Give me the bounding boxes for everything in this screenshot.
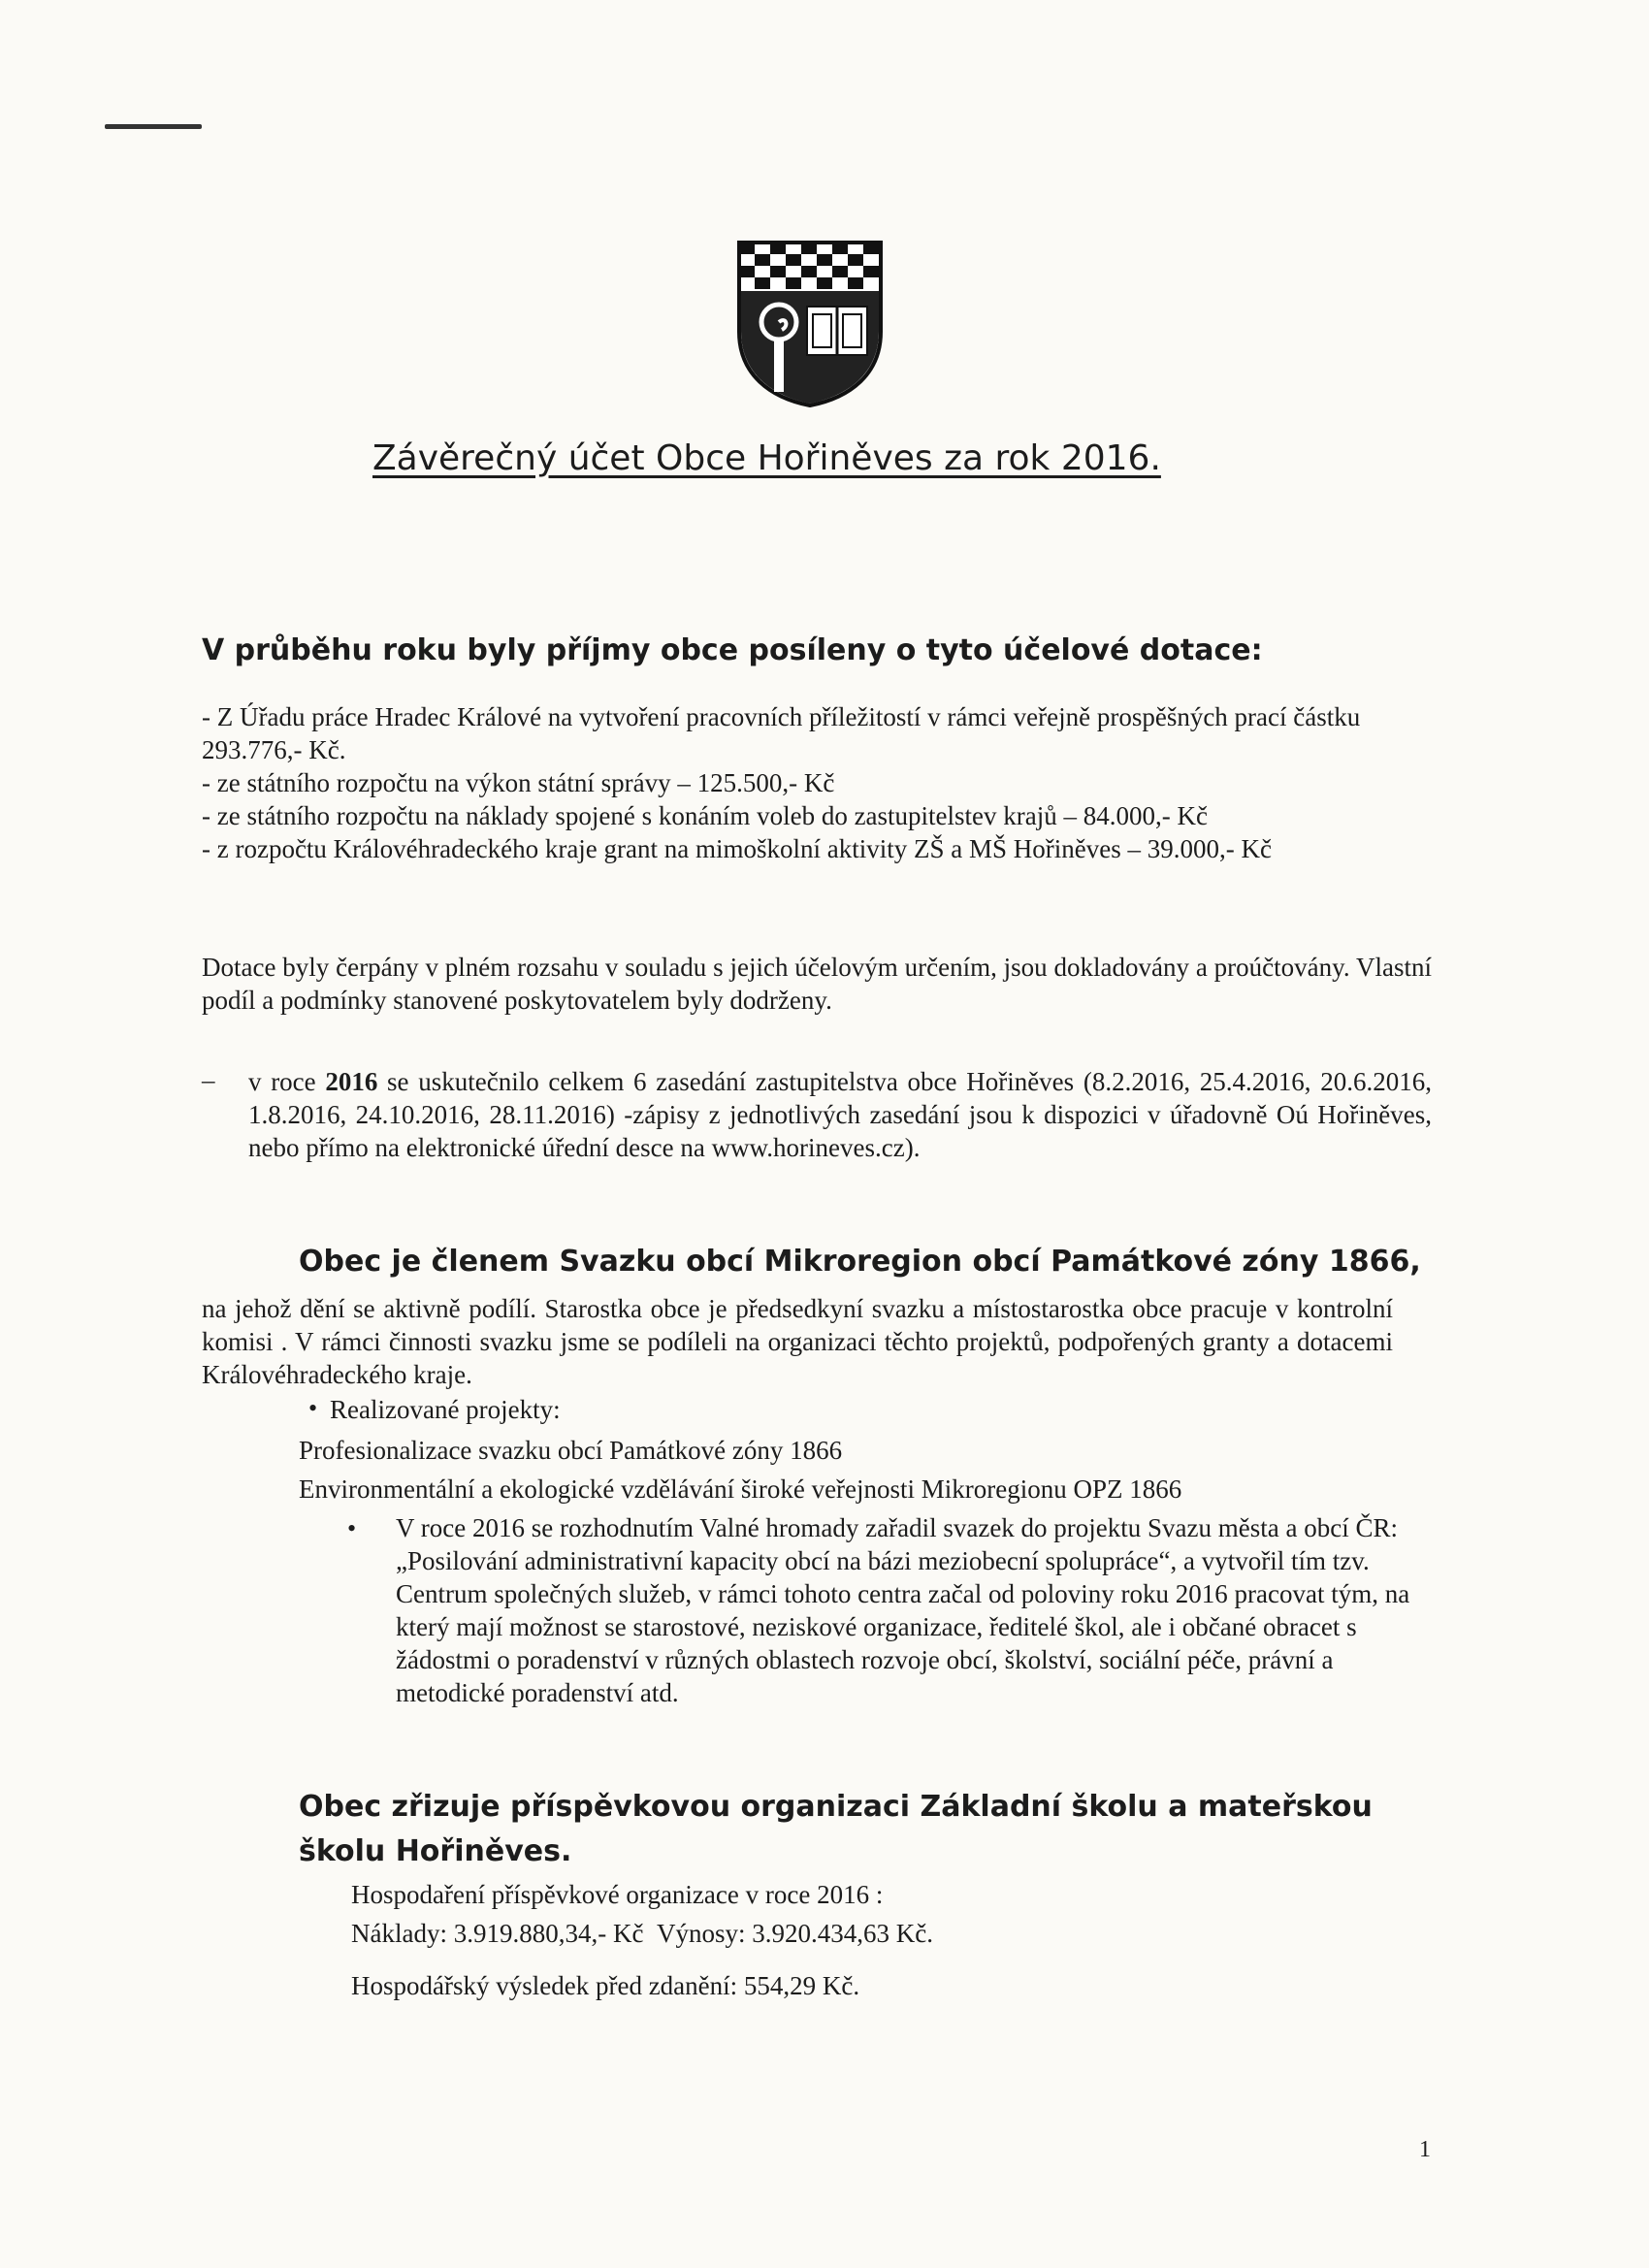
subsidy-item: - ze státního rozpočtu na výkon státní správy – 125.500,- Kč <box>202 768 835 797</box>
subsidy-item: - ze státního rozpočtu na náklady spojené s konáním voleb do zastupitelstev krajů – 84.000,- Kč <box>202 801 1208 830</box>
school-finance-intro: Hospodaření příspěvkové organizace v roce 2016 : <box>351 1880 884 1909</box>
microregion-paragraph: na jehož dění se aktivně podílí. Starostka obce je předsedkyní svazku a místostarostka obce pracuje v kontrolní komisi . V rámci činnosti svazku jsme se podíleli na organizaci těchto projektů, podpořených granty a dotacemi Královéhradeckého kraje. <box>202 1294 1393 1389</box>
csc-project-paragraph: V roce 2016 se rozhodnutím Valné hromady zařadil svazek do projektu Svazu města a obcí ČR: „Posilování administrativní kapacity obcí na bázi meziobecní spolupráce“, a vytvořil tím tzv. Centrum společných služeb, v rámci tohoto centra začal od poloviny roku 2016 pracovat tým, na který mají možnost se starostové, neziskové organizace, ředitelé škol, ale i občané obracet s žádostmi o poradenství v různých oblastech rozvoje obcí, školství, sociální péče, právní a metodické poradenství atd. <box>396 1513 1410 1707</box>
bullet-mark: • <box>347 1514 357 1542</box>
meetings-dash: – <box>202 1065 215 1094</box>
school-result: Hospodářský výsledek před zdanění: 554,29 Kč. <box>351 1971 860 2000</box>
document-title: Závěrečný účet Obce Hořiněves za rok 2016. <box>372 438 1161 478</box>
subsidies-summary: Dotace byly čerpány v plném rozsahu v souladu s jejich účelovým určením, jsou dokladovány a proúčtovány. Vlastní podíl a podmínky stanovené poskytovatelem byly dodrženy. <box>202 953 1432 1015</box>
school-revenues: Výnosy: 3.920.434,63 Kč. <box>656 1919 933 1948</box>
coat-of-arms-emblem <box>735 239 885 407</box>
meetings-prefix: v roce <box>248 1067 326 1096</box>
projects-label: Realizované projekty: <box>330 1395 561 1424</box>
school-costs: Náklady: 3.919.880,34,- Kč <box>351 1919 644 1948</box>
school-heading: Obec zřizuje příspěvkovou organizaci Základní školu a mateřskou školu Hořiněves. <box>299 1790 1373 1868</box>
bullet-mark: • <box>308 1394 318 1422</box>
school-finance-values <box>351 1917 933 1950</box>
subsidy-item: - Z Úřadu práce Hradec Králové na vytvoření pracovních příležitostí v rámci veřejně prospěšných prací částku 293.776,- Kč. <box>202 702 1361 764</box>
subsidies-heading: V průběhu roku byly příjmy obce posíleny o tyto účelové dotace: <box>202 633 1263 667</box>
meetings-year: 2016 <box>325 1067 378 1096</box>
scan-mark <box>105 124 202 129</box>
microregion-heading: Obec je členem Svazku obcí Mikroregion obcí Památkové zóny 1866, <box>299 1245 1421 1279</box>
subsidies-list <box>202 700 1432 865</box>
meetings-paragraph <box>248 1065 1432 1164</box>
page-number: 1 <box>1419 2137 1431 2162</box>
subsidy-item: - z rozpočtu Královéhradeckého kraje grant na mimoškolní aktivity ZŠ a MŠ Hořiněves – 39.000,- Kč <box>202 834 1272 863</box>
meetings-text: se uskutečnilo celkem 6 zasedání zastupitelstva obce Hořiněves (8.2.2016, 25.4.2016, 20.6.2016, 1.8.2016, 24.10.2016, 28.11.2016) -zápisy z jednotlivých zasedání jsou k dispozici v úřadovně Oú Hořiněves, nebo přímo na elektronické úřední desce na www.horineves.cz). <box>248 1067 1432 1162</box>
project-item: Profesionalizace svazku obcí Památkové zóny 1866 <box>299 1436 843 1465</box>
project-item: Environmentální a ekologické vzdělávání široké veřejnosti Mikroregionu OPZ 1866 <box>299 1474 1182 1504</box>
